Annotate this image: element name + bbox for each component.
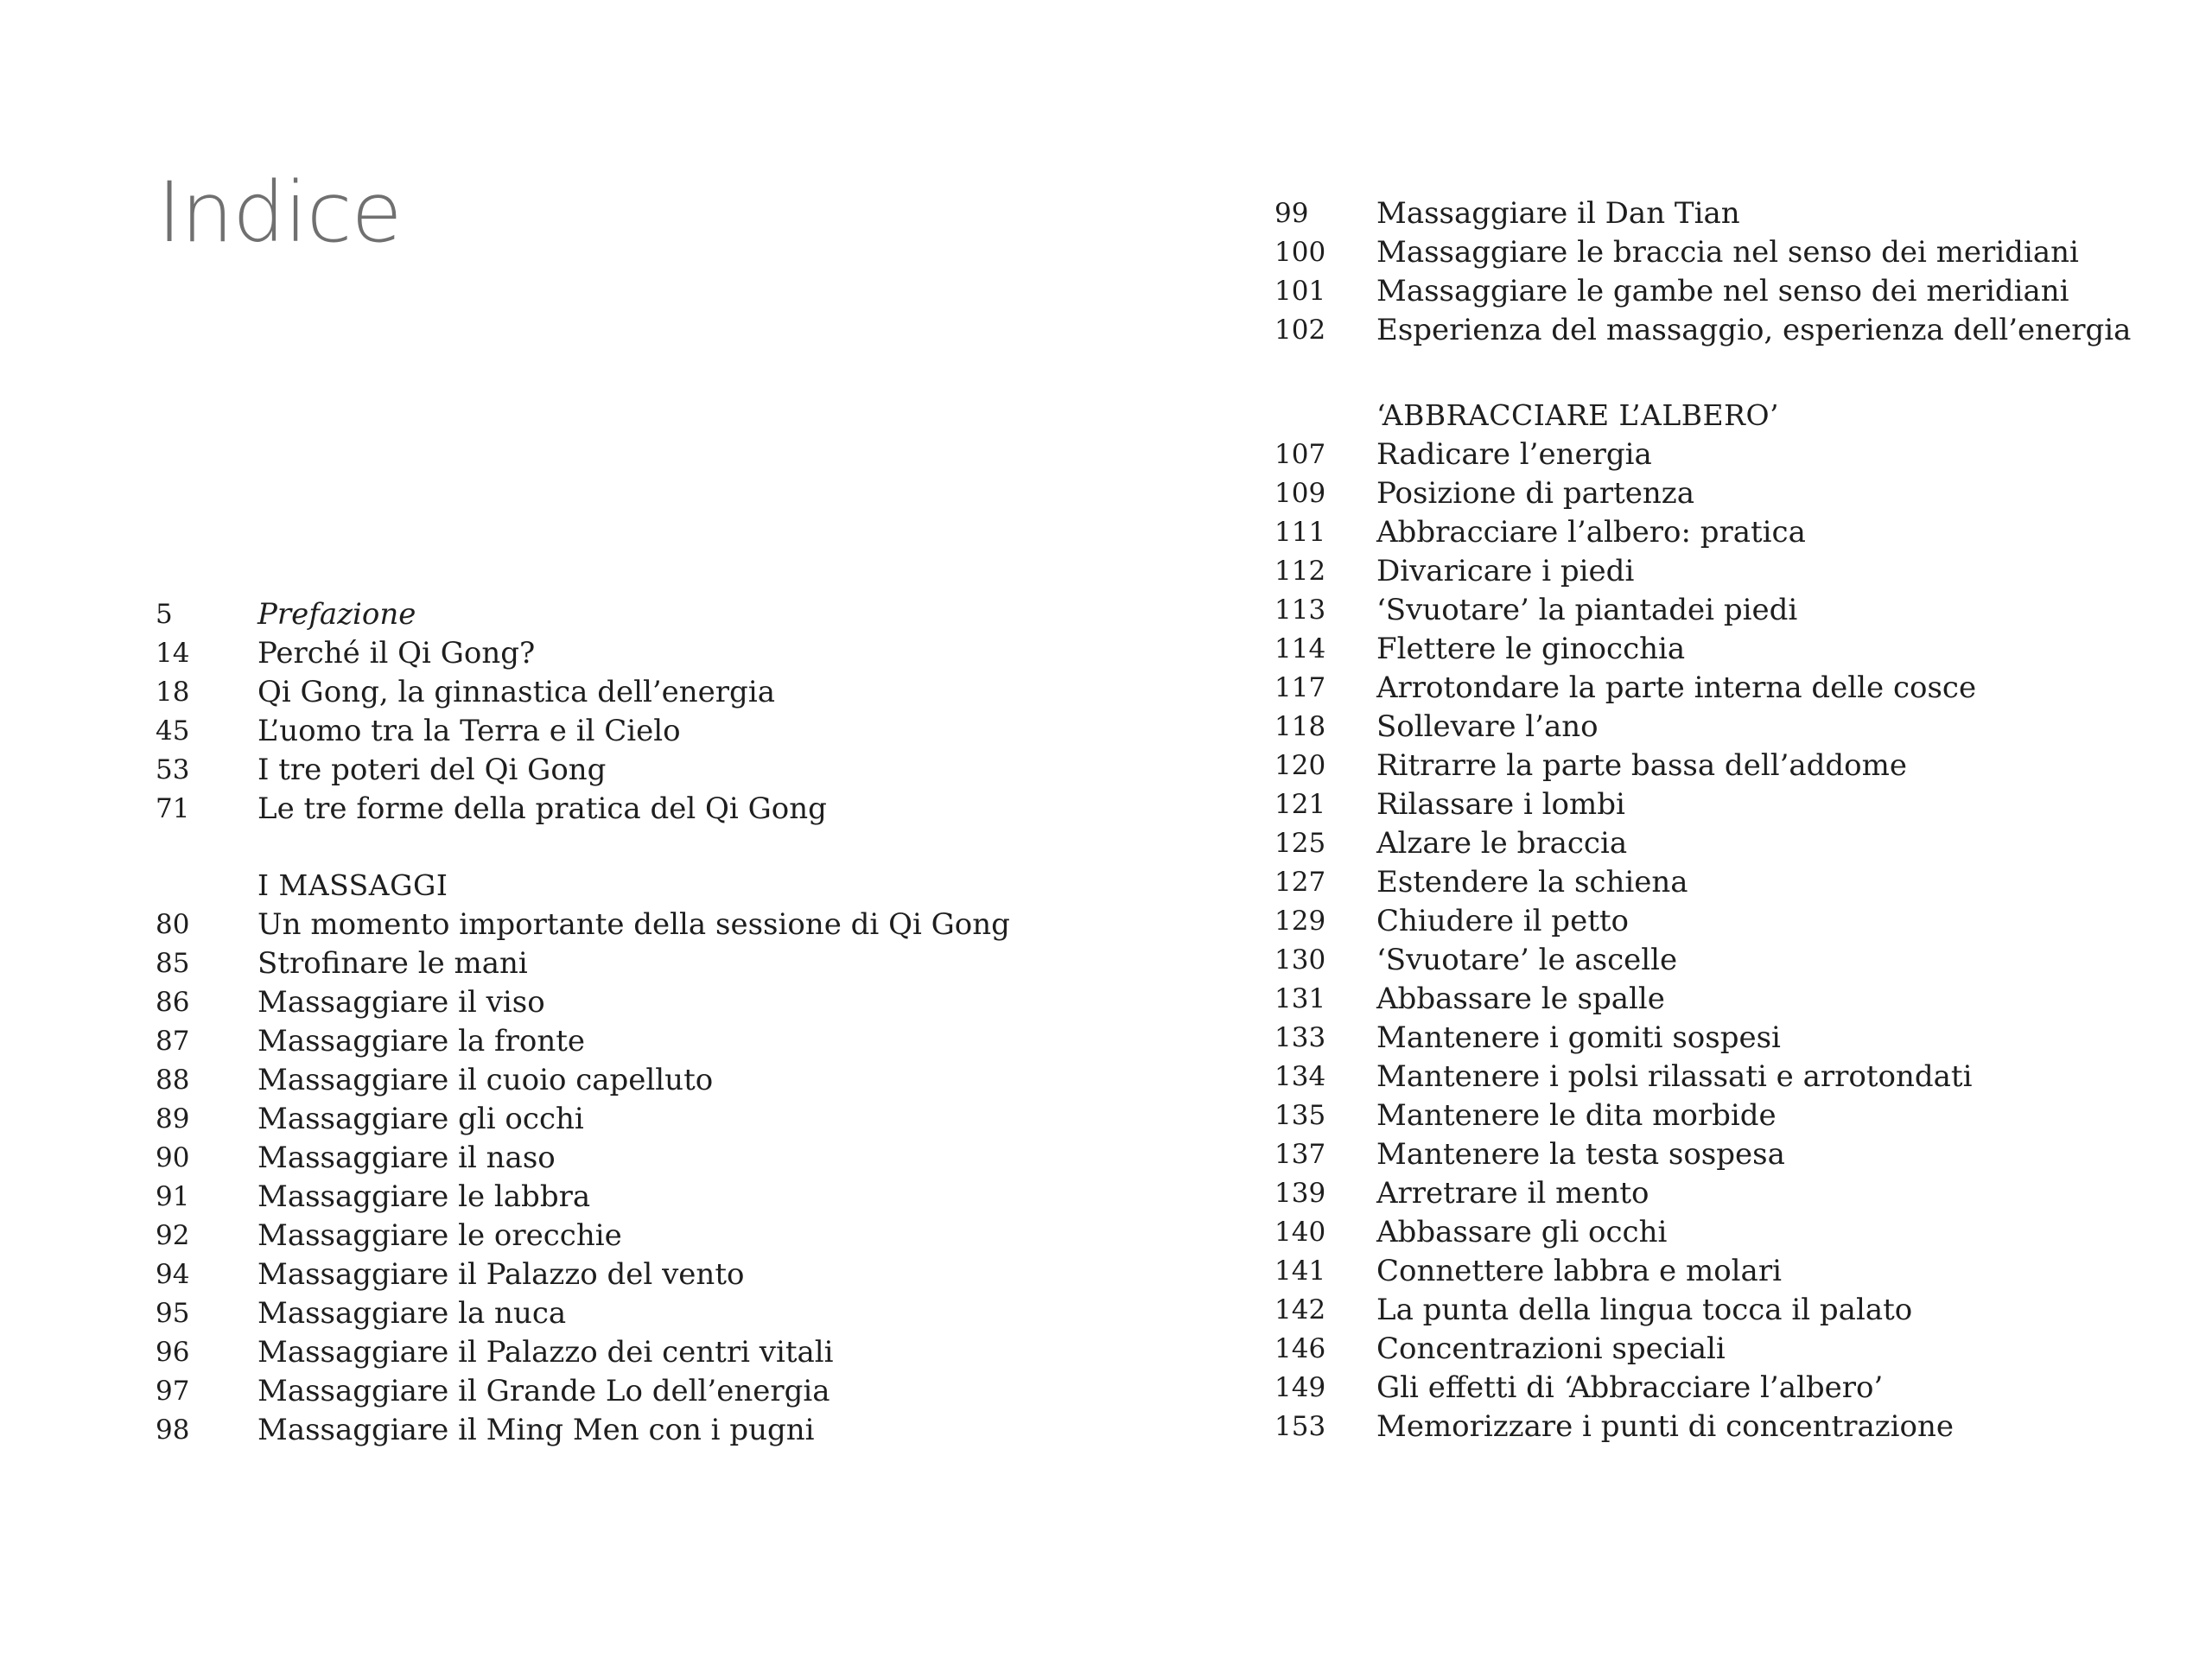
toc-spacer	[1274, 349, 2131, 396]
toc-entry	[1274, 474, 2131, 512]
toc-page-number: 125	[1274, 827, 1326, 859]
toc-page-number: 80	[156, 908, 190, 940]
toc-page-number: 111	[1274, 516, 1326, 548]
toc-massaggi-list	[156, 905, 1010, 1449]
toc-page-number: 87	[156, 1025, 190, 1057]
toc-abbracciare-list	[1274, 435, 2131, 1446]
toc-entry	[156, 750, 1010, 789]
toc-entry-title: Memorizzare i punti di concentrazione	[1376, 1408, 1955, 1444]
toc-entry	[1274, 1135, 2131, 1173]
toc-page-number: 18	[156, 676, 190, 708]
toc-page-number: 118	[1274, 710, 1326, 742]
toc-entry-title: Massaggiare le gambe nel senso dei meridiani	[1376, 273, 2069, 308]
toc-entry-title: Massaggiare il Dan Tian	[1376, 195, 1740, 231]
toc-page-number: 121	[1274, 788, 1326, 820]
toc-entry	[1274, 746, 2131, 785]
toc-spacer	[156, 828, 1010, 866]
toc-entry	[1274, 1057, 2131, 1096]
toc-entry-title: Estendere la schiena	[1376, 864, 1688, 899]
toc-page-number: 129	[1274, 905, 1326, 937]
toc-page-number: 14	[156, 637, 190, 669]
toc-entry-title: I tre poteri del Qi Gong	[257, 752, 607, 787]
toc-page-number: 133	[1274, 1021, 1326, 1053]
toc-continued-list	[1274, 194, 2131, 349]
toc-entry-title: Sollevare l’ano	[1376, 709, 1599, 744]
toc-page-number: 146	[1274, 1332, 1326, 1364]
toc-entry-title: Massaggiare la fronte	[257, 1023, 586, 1058]
toc-entry-title: Massaggiare il cuoio capelluto	[257, 1062, 714, 1097]
toc-entry	[1274, 1173, 2131, 1212]
toc-entry-title: Abbracciare l’albero: pratica	[1376, 514, 1806, 550]
toc-entry-title: Chiudere il petto	[1376, 903, 1629, 938]
toc-entry-title: Massaggiare il Grande Lo dell’energia	[257, 1373, 830, 1408]
toc-entry-title: L’uomo tra la Terra e il Cielo	[257, 713, 681, 748]
toc-entry-title: Abbassare le spalle	[1376, 981, 1665, 1016]
toc-entry-title: Arrotondare la parte interna delle cosce	[1376, 670, 1977, 705]
toc-entry-title: ‘Svuotare’ la piantadei piedi	[1376, 592, 1798, 627]
toc-entry	[1274, 1368, 2131, 1407]
toc-page-number: 149	[1274, 1371, 1326, 1403]
toc-page-number: 92	[156, 1219, 190, 1251]
toc-entry	[156, 1371, 1010, 1410]
toc-page-number: 88	[156, 1064, 190, 1096]
toc-entry	[1274, 271, 2131, 310]
toc-entry-title: Prefazione	[257, 596, 416, 632]
toc-entry-title: Perché il Qi Gong?	[257, 635, 536, 671]
toc-page-number: 107	[1274, 438, 1326, 470]
toc-entry	[1274, 1290, 2131, 1329]
toc-entry	[1274, 1407, 2131, 1446]
toc-page-number: 109	[1274, 477, 1326, 509]
toc-entry-title: Connettere labbra e molari	[1376, 1253, 1782, 1288]
toc-entry	[156, 1099, 1010, 1138]
toc-page-number: 86	[156, 986, 190, 1018]
toc-entry	[1274, 901, 2131, 940]
toc-page-number: 89	[156, 1103, 190, 1135]
toc-page-number: 113	[1274, 594, 1326, 626]
toc-entry	[1274, 1251, 2131, 1290]
toc-page-number: 142	[1274, 1294, 1326, 1325]
toc-entry	[156, 1060, 1010, 1099]
toc-entry	[156, 594, 1010, 633]
toc-entry	[156, 1216, 1010, 1255]
toc-page-number: 112	[1274, 555, 1326, 587]
toc-entry-title: Massaggiare le orecchie	[257, 1217, 622, 1253]
toc-entry	[1274, 512, 2131, 551]
toc-entry-title: Esperienza del massaggio, esperienza dell’energia	[1376, 312, 2132, 347]
toc-page-number: 127	[1274, 866, 1326, 898]
toc-page-number: 130	[1274, 944, 1326, 976]
toc-entry-title: Massaggiare il viso	[257, 984, 545, 1020]
toc-entry-title: Rilassare i lombi	[1376, 786, 1625, 822]
toc-entry-title: Mantenere la testa sospesa	[1376, 1136, 1785, 1172]
section-title-massaggi: I MASSAGGI	[257, 868, 448, 902]
toc-entry	[156, 1332, 1010, 1371]
toc-page-number: 5	[156, 598, 173, 630]
toc-page-number: 135	[1274, 1099, 1326, 1131]
toc-entry	[156, 1294, 1010, 1332]
toc-entry	[1274, 232, 2131, 271]
toc-entry	[1274, 940, 2131, 979]
toc-entry-title: Le tre forme della pratica del Qi Gong	[257, 791, 827, 826]
toc-page-number: 53	[156, 753, 190, 785]
toc-page-number: 99	[1274, 197, 1309, 229]
page-title: Indice	[157, 164, 402, 261]
toc-left-column	[156, 594, 1010, 1449]
toc-entry	[156, 944, 1010, 982]
toc-entry	[1274, 551, 2131, 590]
toc-entry	[156, 905, 1010, 944]
toc-page-number: 102	[1274, 314, 1326, 346]
toc-right-column	[1274, 194, 2131, 1446]
toc-entry	[156, 633, 1010, 672]
toc-entry-title: Divaricare i piedi	[1376, 553, 1635, 588]
toc-entry	[156, 789, 1010, 828]
toc-entry-title: Strofinare le mani	[257, 945, 528, 981]
toc-entry-title: Massaggiare il Palazzo del vento	[257, 1256, 745, 1292]
toc-entry	[156, 1410, 1010, 1449]
toc-page-number: 114	[1274, 632, 1326, 664]
toc-entry	[1274, 590, 2131, 629]
toc-entry	[1274, 310, 2131, 349]
toc-page-number: 131	[1274, 982, 1326, 1014]
toc-page-number: 153	[1274, 1410, 1326, 1442]
toc-entry	[156, 1177, 1010, 1216]
toc-page-number: 141	[1274, 1255, 1326, 1287]
toc-entry	[1274, 1329, 2131, 1368]
toc-entry	[1274, 707, 2131, 746]
toc-entry	[1274, 823, 2131, 862]
toc-page-number: 91	[156, 1180, 190, 1212]
toc-page-number: 134	[1274, 1060, 1326, 1092]
toc-entry	[1274, 668, 2131, 707]
toc-page-number: 101	[1274, 275, 1326, 307]
toc-page-number: 100	[1274, 236, 1326, 268]
toc-entry	[1274, 785, 2131, 823]
toc-page-number: 90	[156, 1141, 190, 1173]
toc-entry-title: Massaggiare la nuca	[257, 1295, 567, 1331]
toc-entry	[1274, 629, 2131, 668]
toc-entry-title: Abbassare gli occhi	[1376, 1214, 1668, 1249]
toc-entry	[156, 1255, 1010, 1294]
toc-page-number: 94	[156, 1258, 190, 1290]
toc-entry-title: ‘Svuotare’ le ascelle	[1376, 942, 1678, 977]
toc-entry-title: Ritrarre la parte bassa dell’addome	[1376, 747, 1908, 783]
toc-page-number: 139	[1274, 1177, 1326, 1209]
toc-entry	[1274, 1018, 2131, 1057]
section-title-abbracciare: ‘ABBRACCIARE L’ALBERO’	[1376, 398, 1780, 432]
toc-entry	[1274, 1096, 2131, 1135]
toc-entry-title: Un momento importante della sessione di Qi Gong	[257, 906, 1010, 942]
toc-entry	[1274, 862, 2131, 901]
toc-entry-title: Flettere le ginocchia	[1376, 631, 1686, 666]
toc-entry-title: Alzare le braccia	[1376, 825, 1628, 861]
toc-entry	[156, 711, 1010, 750]
toc-page-number: 85	[156, 947, 190, 979]
toc-entry	[156, 672, 1010, 711]
toc-page-number: 140	[1274, 1216, 1326, 1248]
toc-entry-title: Qi Gong, la ginnastica dell’energia	[257, 674, 775, 709]
toc-entry	[156, 982, 1010, 1021]
toc-entry-title: Gli effetti di ‘Abbracciare l’albero’	[1376, 1370, 1884, 1405]
toc-page-number: 137	[1274, 1138, 1326, 1170]
toc-entry-title: Massaggiare le labbra	[257, 1179, 591, 1214]
toc-entry	[1274, 435, 2131, 474]
toc-entry-title: Massaggiare il Ming Men con i pugni	[257, 1412, 815, 1447]
toc-entry-title: Arretrare il mento	[1376, 1175, 1649, 1211]
toc-entry-title: La punta della lingua tocca il palato	[1376, 1292, 1913, 1327]
toc-entry-title: Mantenere i polsi rilassati e arrotondati	[1376, 1058, 1973, 1094]
toc-entry	[1274, 194, 2131, 232]
toc-entry	[1274, 1212, 2131, 1251]
toc-entry	[156, 1021, 1010, 1060]
toc-entry-title: Radicare l’energia	[1376, 436, 1652, 472]
toc-page-number: 120	[1274, 749, 1326, 781]
toc-entry-title: Massaggiare le braccia nel senso dei meridiani	[1376, 234, 2079, 270]
toc-entry-title: Mantenere i gomiti sospesi	[1376, 1020, 1781, 1055]
toc-page-number: 117	[1274, 671, 1326, 703]
toc-entry-title: Massaggiare gli occhi	[257, 1101, 584, 1136]
toc-page-number: 98	[156, 1414, 190, 1446]
toc-entry-title: Mantenere le dita morbide	[1376, 1097, 1777, 1133]
toc-entry	[1274, 979, 2131, 1018]
toc-page-number: 96	[156, 1336, 190, 1368]
toc-entry-title: Posizione di partenza	[1376, 475, 1694, 511]
toc-page-number: 71	[156, 792, 190, 824]
toc-entry-title: Massaggiare il naso	[257, 1140, 556, 1175]
toc-entry	[156, 1138, 1010, 1177]
toc-entry-title: Concentrazioni speciali	[1376, 1331, 1726, 1366]
toc-page-number: 45	[156, 715, 190, 747]
toc-intro-list	[156, 594, 1010, 828]
toc-page-number: 95	[156, 1297, 190, 1329]
toc-page-number: 97	[156, 1375, 190, 1407]
toc-entry-title: Massaggiare il Palazzo dei centri vitali	[257, 1334, 834, 1370]
